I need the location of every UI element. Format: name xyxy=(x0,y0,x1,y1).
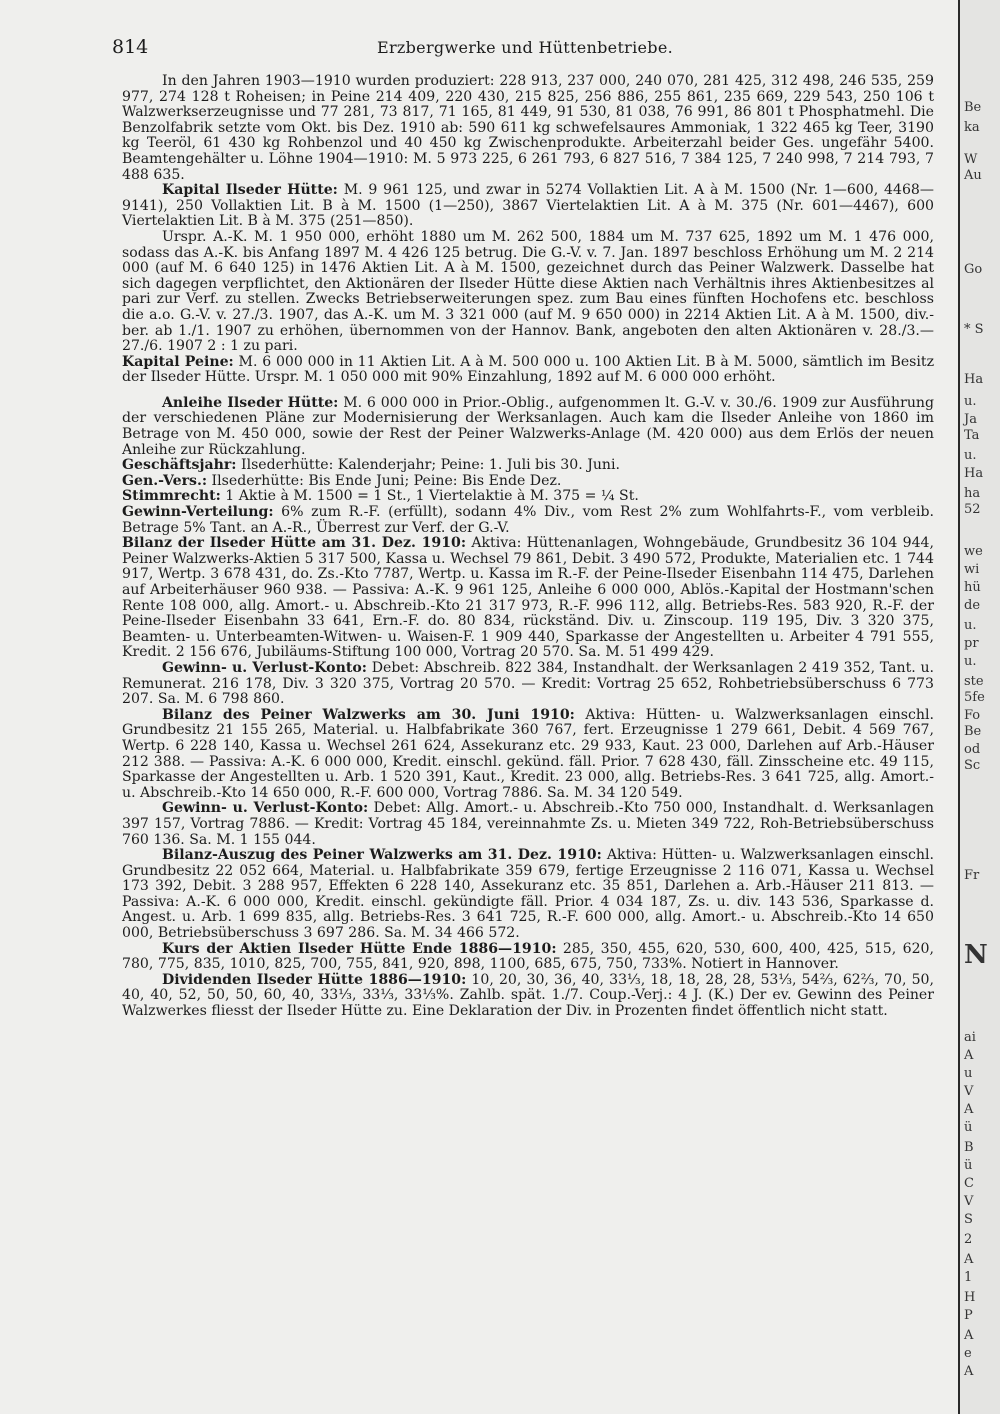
margin-fragment: B xyxy=(964,1140,974,1155)
margin-fragment: e xyxy=(964,1346,972,1361)
margin-fragment: C xyxy=(964,1176,974,1191)
balance-peine-june-paragraph xyxy=(122,708,934,802)
paragraph-heading: Kapital Peine: xyxy=(122,353,234,370)
margin-fragment: ka xyxy=(964,120,980,135)
body-text xyxy=(122,74,934,1020)
margin-fragment: 1 xyxy=(964,1270,973,1285)
paragraph-text: Debet: Abschreib. 822 384, Instandhalt. der Werksanlagen 2 419 352, Tant. u. Remunerat. 216 178, Div. 3 320 375, Vortrag 20 570. — Kredit: Vortrag 25 652, Rohbetriebsüberschuss 6 773 207. Sa. M. 6 798 860. xyxy=(122,659,935,708)
paragraph-text: Urspr. A.-K. M. 1 950 000, erhöht 1880 um M. 262 500, 1884 um M. 737 625, 1892 um M. 1 476 000, sodass das A.-K. bis Anfang 1897 M. 4 426 125 betrug. Die G.-V. v. 7. Jan. 1897 beschloss Erhöhung um M. 2 214 000 (auf M. 6 640 125) in 1476 Aktien Lit. A à M. 1500, gezeichnet durch das Peiner Walzwerk. Dasselbe hat sich dagegen verpflichtet, den Aktionären der Ilseder Hütte diese Aktien nach Verhältnis ihres Aktienbesitzes al pari zur Verf. zu stellen. Zwecks Betriebserweiterungen spez. zum Bau eines fünften Hochofens etc. beschloss die a.o. G.-V. v. 27./3. 1907, das A.-K. um M. 3 321 000 (auf M. 9 650 000) in 2214 Aktien Lit. A à M. 1500, div.-ber. ab 1./1. 1907 zu erhöhen, übernommen von der Hannov. Bank, angeboten den alten Aktionären v. 28./3.—27./6. 1907 2 : 1 zu pari. xyxy=(122,228,934,355)
margin-fragment: Be xyxy=(964,724,982,739)
page-number: 814 xyxy=(112,36,149,58)
margin-fragment: Be xyxy=(964,100,982,115)
margin-fragment: u. xyxy=(964,448,977,463)
margin-fragment: Ja xyxy=(964,412,977,427)
paragraph-heading: Dividenden Ilseder Hütte 1886—1910: xyxy=(162,971,467,988)
margin-fragment: od xyxy=(964,742,981,757)
paragraph-heading: Anleihe Ilseder Hütte: xyxy=(162,394,339,411)
margin-fragment: wi xyxy=(964,562,980,577)
voting-rights-paragraph xyxy=(122,489,934,505)
balance-ilseder-paragraph xyxy=(122,536,934,661)
margin-fragment: u. xyxy=(964,394,977,409)
margin-fragment: A xyxy=(964,1102,974,1117)
margin-fragment: ste xyxy=(964,674,984,689)
margin-fragment: u. xyxy=(964,618,977,633)
paragraph-text: M. 9 961 125, und zwar in 5274 Vollaktien Lit. A à M. 1500 (Nr. 1—600, 4468—9141), 250 Vollaktien Lit. B à M. 1500 (1—250), 3867 Viertelaktien Lit. A à M. 375 (Nr. 601—4467), 600 Viertelaktien Lit. B à M. 375 (251—850). xyxy=(122,182,934,230)
paragraph-text: Aktiva: Hüttenanlagen, Wohngebäude, Grundbesitz 36 104 944, Peiner Walzwerks-Aktien 5 317 500, Kassa u. Wechsel 79 861, Debit. 3 490 572, Produkte, Materialien etc. 1 744 917, Wertp. 3 678 431, do. Zs.-Kto 7787, Wertp. u. Kassa im R.-F. der Peine-Ilseder Eisenbahn 114 475, Darlehen auf Arbeiterhäuser 960 938. — Passiva: A.-K. 9 961 125, Anleihe 6 000 000, Ablös.-Kapital der Hostmann'schen Rente 108 000, allg. Amort.- u. Abschreib.-Kto 21 317 973, R.-F. 996 112, allg. Betriebs-Res. 583 920, R.-F. der Peine-Ilseder Eisenbahn 33 641, Ern.-F. do. 80 834, rückständ. Div. u. Zinscoup. 119 195, Div. 3 320 375, Beamten- u. Unterbeamten-Witwen- u. Waisen-F. 1 909 440, Sparkasse der Angestellten u. Arbeiter 4 791 555, Kredit. 2 156 676, Jubiläums-Stiftung 100 000, Vortrag 20 570. Sa. M. 51 499 429. xyxy=(122,535,934,661)
paragraph-heading: Bilanz des Peiner Walzwerks am 30. Juni 1910: xyxy=(162,706,575,723)
paragraph-text: 10, 20, 30, 36, 40, 33⅓, 18, 18, 28, 28, 53⅓, 54⅔, 62⅔, 70, 50, 40, 40, 52, 50, 50, 60, 40, 33⅓, 33⅓, 33⅓%. Zahlb. spät. 1./7. Coup.-Verj.: 4 J. (K.) Der ev. Gewinn des Peiner Walzwerkes fliesst der Ilseder Hütte zu. Eine Deklaration der Div. in Prozenten findet öffentlich nicht statt. xyxy=(122,971,934,1020)
capital-history-paragraph xyxy=(122,230,934,355)
running-title: Erzbergwerke und Hüttenbetriebe. xyxy=(376,38,674,57)
margin-fragment: A xyxy=(964,1048,974,1063)
margin-fragment: Ta xyxy=(964,428,980,443)
margin-fragment: Fo xyxy=(964,708,981,723)
margin-fragment: P xyxy=(964,1308,973,1323)
paragraph-text: 1 Aktie à M. 1500 = 1 St., 1 Viertelaktie à M. 375 = ¼ St. xyxy=(225,488,639,505)
paragraph-heading: Geschäftsjahr: xyxy=(122,457,237,474)
margin-fragment: ai xyxy=(964,1030,976,1045)
margin-fragment: A xyxy=(964,1364,974,1379)
margin-fragment: H xyxy=(964,1290,976,1305)
paragraph-text: Ilsederhütte: Kalenderjahr; Peine: 1. Juli bis 30. Juni. xyxy=(241,457,620,474)
share-prices-paragraph xyxy=(122,942,934,973)
paragraph-text: 285, 350, 455, 620, 530, 600, 400, 425, 515, 620, 780, 775, 835, 1010, 825, 700, 755, 841, 920, 898, 1100, 685, 675, 750, 733%. Notiert in Hannover. xyxy=(122,940,934,973)
dividends-paragraph xyxy=(122,973,934,1020)
paragraph-heading: Gen.-Vers.: xyxy=(122,472,208,489)
margin-fragment: Sc xyxy=(964,758,981,773)
adjacent-page-edge xyxy=(958,0,1000,1414)
margin-fragment: N xyxy=(964,940,988,970)
paragraph-heading: Gewinn- u. Verlust-Konto: xyxy=(162,800,369,817)
balance-extract-peine-paragraph xyxy=(122,848,934,942)
margin-fragment: A xyxy=(964,1252,974,1267)
paragraph-text: M. 6 000 000 in 11 Aktien Lit. A à M. 500 000 u. 100 Aktien Lit. B à M. 5000, sämtlich im Besitz der Ilseder Hütte. Urspr. M. 1 050 000 mit 90% Einzahlung, 1892 auf M. 6 000 000 erhöht. xyxy=(122,353,935,386)
margin-fragment: u. xyxy=(964,654,977,669)
profit-distribution-paragraph xyxy=(122,505,934,536)
margin-fragment: W xyxy=(964,152,978,167)
paragraph-text: Ilsederhütte: Bis Ende Juni; Peine: Bis Ende Dez. xyxy=(211,472,562,489)
capital-peine-paragraph xyxy=(122,355,934,386)
loan-paragraph xyxy=(122,396,934,458)
paragraph-heading: Bilanz der Ilseder Hütte am 31. Dez. 1910: xyxy=(122,535,467,552)
margin-fragment: V xyxy=(964,1194,974,1209)
margin-fragment: hü xyxy=(964,580,981,595)
margin-fragment: A xyxy=(964,1328,974,1343)
paragraph-heading: Bilanz-Auszug des Peiner Walzwerks am 31. Dez. 1910: xyxy=(162,847,602,864)
paragraph-heading: Kurs der Aktien Ilseder Hütte Ende 1886—1910: xyxy=(162,940,557,957)
margin-fragment: Ha xyxy=(964,372,984,387)
margin-fragment: S xyxy=(964,1212,973,1227)
margin-fragment: Ha xyxy=(964,466,984,481)
fiscal-year-paragraph xyxy=(122,458,934,474)
margin-fragment: ü xyxy=(964,1158,973,1173)
paragraph-heading: Gewinn- u. Verlust-Konto: xyxy=(162,659,367,676)
production-paragraph xyxy=(122,74,934,183)
margin-fragment: 2 xyxy=(964,1232,973,1247)
paragraph-heading: Gewinn-Verteilung: xyxy=(122,504,274,521)
margin-fragment: V xyxy=(964,1084,974,1099)
paragraph-heading: Kapital Ilseder Hütte: xyxy=(162,182,338,199)
capital-ilseder-paragraph xyxy=(122,183,934,230)
profit-loss-ilseder-paragraph xyxy=(122,661,934,708)
margin-fragment: ü xyxy=(964,1120,973,1135)
margin-fragment: Au xyxy=(964,168,982,183)
margin-fragment: ha xyxy=(964,486,981,501)
paragraph-heading: Stimmrecht: xyxy=(122,488,221,505)
paragraph-text: Aktiva: Hütten- u. Walzwerksanlagen einschl. Grundbesitz 21 155 265, Material. u. Halbfabrikate 360 767, fert. Erzeugnisse 1 279 661, Debit. 4 569 767, Wertp. 6 228 140, Kassa u. Wechsel 261 624, Assekuranz etc. 29 933, Kaut. 23 000, Darlehen auf Arb.-Häuser 212 388. — Passiva: A.-K. 6 000 000, Kredit. einschl. gekünd. fäll. Prior. 7 628 430, fäll. Zinsscheine etc. 49 115, Sparkasse der Angestellten u. Arb. 1 520 391, Kaut., Kredit. 23 000, allg. Betriebs-Res. 3 641 725, allg. Amort.- u. Abschreib.-Kto 14 650 000, R.-F. 600 000, Vortrag 7886. Sa. M. 34 120 549. xyxy=(122,706,934,801)
margin-fragment: de xyxy=(964,598,981,613)
margin-fragment: 52 xyxy=(964,502,981,517)
margin-fragment: 5fe xyxy=(964,690,985,705)
profit-loss-peine-paragraph xyxy=(122,801,934,848)
margin-fragment: * S xyxy=(964,322,984,337)
margin-fragment: we xyxy=(964,544,983,559)
margin-fragment: Go xyxy=(964,262,983,277)
margin-fragment: pr xyxy=(964,636,979,651)
paragraph-text: Debet: Allg. Amort.- u. Abschreib.-Kto 750 000, Instandhalt. d. Werksanlagen 397 157, Vortrag 7886. — Kredit: Vortrag 45 184, vereinnahmte Zs. u. Mieten 349 722, Roh-Betriebsüberschuss 760 136. Sa. M. 1 155 044. xyxy=(122,800,934,848)
paragraph-text: 6% zum R.-F. (erfüllt), sodann 4% Div., vom Rest 2% zum Wohlfahrts-F., vom verbleib. Betrage 5% Tant. an A.-R., Überrest zur Verf. der G.-V. xyxy=(122,504,934,536)
paragraph-text: Aktiva: Hütten- u. Walzwerksanlagen einschl. Grundbesitz 22 052 664, Material. u. Halbfabrikate 359 679, fertige Erzeugnisse 2 116 071, Kassa u. Wechsel 173 392, Debit. 3 288 957, Effekten 6 228 140, Assekuranz etc. 35 851, Darlehen a. Arb.-Häuser 211 813. — Passiva: A.-K. 6 000 000, Kredit. einschl. gekündigte fäll. Prior. 4 034 187, Zs. u. div. 143 536, Sparkasse d. Angest. u. Arb. 1 699 835, allg. Betriebs-Res. 3 641 725, R.-F. 600 000, allg. Amort.- u. Abschreib.-Kto 14 650 000, Betriebsüberschuss 3 697 286. Sa. M. 34 466 572. xyxy=(122,847,934,942)
margin-fragment: Fr xyxy=(964,868,980,883)
page-header xyxy=(112,36,938,60)
paragraph-text: In den Jahren 1903—1910 wurden produziert: 228 913, 237 000, 240 070, 281 425, 312 498, 246 535, 259 977, 274 128 t Roheisen; in Peine 214 409, 220 430, 215 825, 256 886, 255 861, 235 669, 229 543, 250 106 t Walzwerkserzeugnisse und 77 281, 73 817, 71 165, 81 449, 91 530, 81 038, 76 991, 86 801 t Phosphatmehl. Die Benzolfabrik setzte vom Okt. bis Dez. 1910 ab: 590 611 kg schwefelsaures Ammoniak, 1 322 465 kg Teer, 3190 kg Teeröl, 61 430 kg Rohbenzol und 40 450 kg Zwischenprodukte. Arbeiterzahl beider Ges. ungefähr 5400. Beamtengehälter u. Löhne 1904—1910: M. 5 973 225, 6 261 793, 6 827 516, 7 384 125, 7 240 998, 7 214 793, 7 488 635. xyxy=(122,73,934,183)
margin-fragment: u xyxy=(964,1066,973,1081)
paragraph-text: M. 6 000 000 in Prior.-Oblig., aufgenommen lt. G.-V. v. 30./6. 1909 zur Ausführung der verschiedenen Pläne zur Modernisierung der Werksanlagen. Auch kam die Ilseder Anleihe von 1860 im Betrage von M. 450 000, sowie der Rest der Peiner Walzwerks-Anlage (M. 420 000) aus dem Erlös der neuen Anleihe zur Rückzahlung. xyxy=(122,394,935,458)
